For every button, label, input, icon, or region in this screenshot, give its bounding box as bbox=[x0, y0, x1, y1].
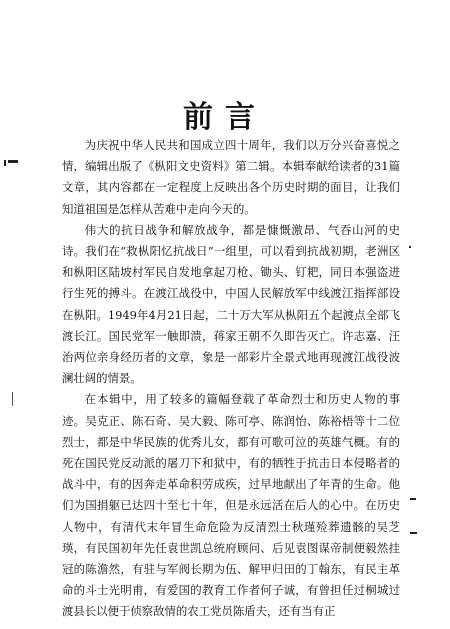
paragraph-3: 在本辑中，用了较多的篇幅登载了革命烈士和历史人物的事迹。吴克正、陈石奇、吴大毅、陈可亭、陈润怡、陈裕梧等十二位烈士，都是中华民族的优秀儿女，都有可歌可泣的英雄气概。有的死在国民党反动派的屠刀下和狱中，有的牺牲于抗击日本侵略者的战斗中，有的因奔走革命积劳成疾，过早地献出了年青的生命。他们为国捐躯已达四十至七十年，但是永远活在后人的心中。在历史人物中，有清代末年冒生命危险为反清烈士秋瑾殓葬遗骸的吴芝瑛，有民国初年先任袁世凯总统府顾问、后见袁图谋帝制便毅然挂冠的陈澹然，有驻与军阀长期为伍、解甲归田的丁翰东，有民主革命的斗士光明甫，有爱国的教育工作者何子诚，有曾担任过桐城过渡县长以便于侦察敌情的农工党员陈盾夫，还有当有正 bbox=[62, 392, 400, 619]
preface-body bbox=[62, 135, 400, 623]
page-title: 前言 bbox=[183, 100, 267, 135]
scan-artifact bbox=[12, 392, 13, 406]
scan-artifact bbox=[8, 160, 18, 163]
scan-artifact bbox=[409, 246, 411, 248]
scan-artifact bbox=[410, 532, 417, 534]
scan-artifact bbox=[410, 498, 416, 500]
paragraph-1: 为庆祝中华人民共和国成立四十周年，我们以万分兴奋喜悦之情，编辑出版了《枞阳文史资料》第二辑。本辑奉献给读者的31篇文章，其内容都在一定程度上反映出各个历史时期的面目，让我们知道祖国是怎样从苦难中走向今天的。 bbox=[62, 138, 400, 216]
scan-artifact bbox=[4, 160, 6, 166]
paragraph-2: 伟大的抗日战争和解放战争，都是慷慨激昂、气吞山河的史诗。我们在“救枞阳忆抗战日”一组里，可以看到抗战初期，老洲区和枞阳区陆坡村军民自发地拿起刀枪、锄头、钉耙，同日本强盗进行生死的搏斗。在渡江战役中，中国人民解放军中线渡江指挥部设在枞阳。1949年4月21日起，二十万大军从枞阳五个起渡点全部飞渡长江。国民党军一触即溃，蒋家王朝不久即告灭亡。许志嘉、汪治两位亲身经历者的文章，象是一部彩片全景式地再现渡江战役波澜壮阔的情景。 bbox=[62, 222, 400, 386]
